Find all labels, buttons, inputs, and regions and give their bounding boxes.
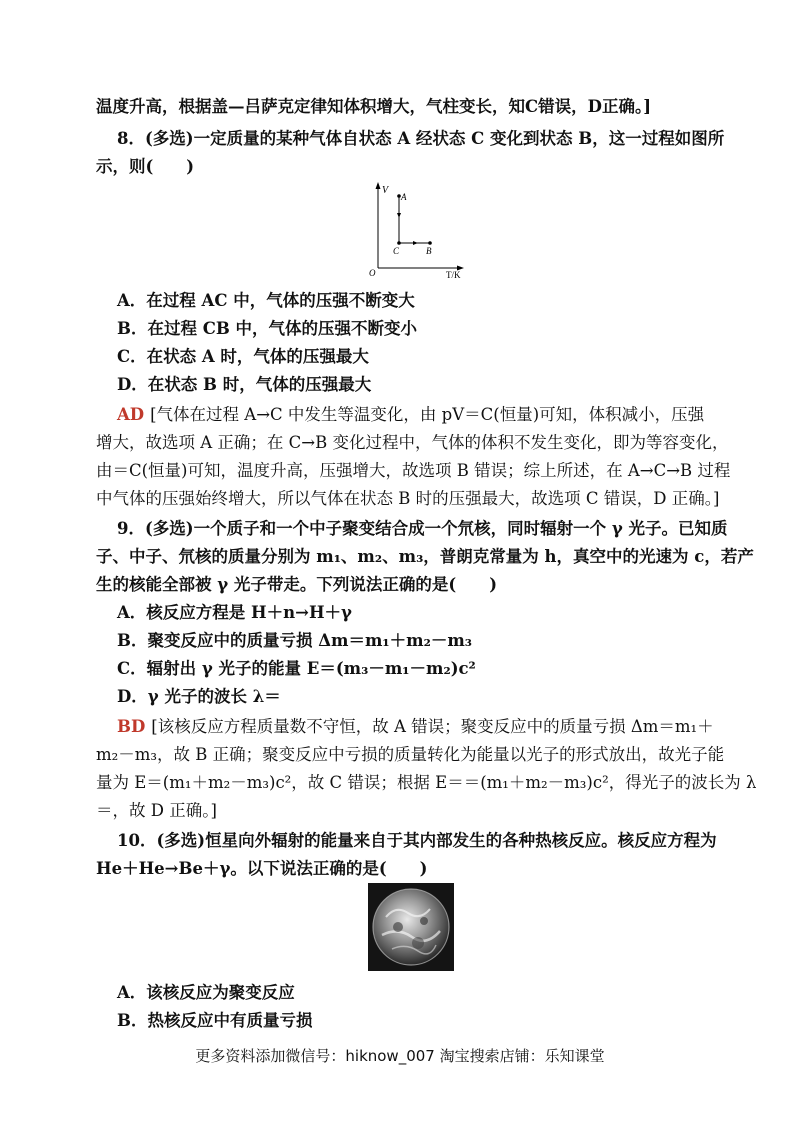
q9-option-d: D．γ 光子的波长 λ＝ xyxy=(117,687,281,706)
q9-explanation-line: 量为 E＝(m₁＋m₂－m₃)c²，故 C 错误；根据 E＝＝(m₁＋m₂－m₃)c²，得光子的波长为 λ xyxy=(96,773,757,792)
arrow-a-to-c xyxy=(397,213,401,218)
q8-explanation-line: 增大，故选项 A 正确；在 C→B 变化过程中，气体的体积不发生变化，即为等容变化， xyxy=(96,433,729,452)
arrow-c-to-b xyxy=(413,241,418,245)
question-10-stem: 10．(多选)恒星向外辐射的能量来自于其内部发生的各种热核反应。核反应方程为 xyxy=(117,831,717,850)
q8-answer: AD xyxy=(117,405,145,424)
label-a: A xyxy=(401,192,407,202)
point-c xyxy=(397,241,401,245)
q8-option-c: C．在状态 A 时，气体的压强最大 xyxy=(117,347,369,366)
question-8-stem-cont: 示，则( ) xyxy=(96,157,195,176)
star-sphere-image xyxy=(368,883,454,971)
q9-explanation-line: ＝，故 D 正确。] xyxy=(96,801,217,820)
q9-explanation-line: m₂－m₃，故 B 正确；聚变反应中亏损的质量转化为能量以光子的形式放出，故光子能 xyxy=(96,745,725,764)
q8-explanation-line: 由＝C(恒量)可知，温度升高，压强增大，故选项 B 错误；综上所述，在 A→C→B 过程 xyxy=(96,461,731,480)
q8-explanation-text: [气体在过程 A→C 中发生等温变化，由 pV＝C(恒量)可知，体积减小，压强 xyxy=(150,405,705,424)
q8-explanation-line: 中气体的压强始终增大，所以气体在状态 B 时的压强最大，故选项 C 错误，D 正确。] xyxy=(96,489,720,508)
q10-option-b: B．热核反应中有质量亏损 xyxy=(117,1011,313,1030)
q8-explanation xyxy=(117,404,704,426)
q8-option-a: A．在过程 AC 中，气体的压强不断变大 xyxy=(117,291,415,310)
y-axis-arrow xyxy=(376,182,381,189)
label-b: B xyxy=(426,246,432,256)
text-line: 温度升高，根据盖—吕萨克定律知体积增大，气柱变长，知C错误，D正确。] xyxy=(96,97,651,116)
vt-graph xyxy=(360,180,470,280)
footer-notice: 更多资料添加微信号：hiknow_007 淘宝搜索店铺：乐知课堂 xyxy=(195,1047,605,1065)
y-axis-label: V xyxy=(382,185,389,196)
q8-option-d: D．在状态 B 时，气体的压强最大 xyxy=(117,375,372,394)
question-9-stem: 9．(多选)一个质子和一个中子聚变结合成一个氘核，同时辐射一个 γ 光子。已知质 xyxy=(117,519,728,538)
origin-label: O xyxy=(369,268,376,278)
q9-option-c: C．辐射出 γ 光子的能量 E＝(m₃－m₁－m₂)c² xyxy=(117,659,476,678)
q9-option-a: A．核反应方程是 H＋n→H＋γ xyxy=(117,603,352,622)
point-b xyxy=(428,241,432,245)
question-9-stem-cont: 生的核能全部被 γ 光子带走。下列说法正确的是( ) xyxy=(96,575,497,594)
q9-option-b: B．聚变反应中的质量亏损 Δm＝m₁＋m₂－m₃ xyxy=(117,631,473,650)
q9-answer: BD xyxy=(117,717,146,736)
x-axis-label: T/K xyxy=(446,270,461,280)
question-8-stem: 8．(多选)一定质量的某种气体自状态 A 经状态 C 变化到状态 B，这一过程如图所 xyxy=(117,129,725,148)
question-9-stem-cont: 子、中子、氘核的质量分别为 m₁、m₂、m₃，普朗克常量为 h，真空中的光速为 c，若产 xyxy=(96,547,754,566)
q10-option-a: A．该核反应为聚变反应 xyxy=(117,983,295,1002)
question-10-stem-cont: He＋He→Be＋γ。以下说法正确的是( ) xyxy=(96,859,428,878)
q8-option-b: B．在过程 CB 中，气体的压强不断变小 xyxy=(117,319,418,338)
q9-explanation xyxy=(117,716,714,738)
label-c: C xyxy=(393,246,400,256)
q9-explanation-text: [该核反应方程质量数不守恒，故 A 错误；聚变反应中的质量亏损 Δm＝m₁＋ xyxy=(151,717,714,736)
